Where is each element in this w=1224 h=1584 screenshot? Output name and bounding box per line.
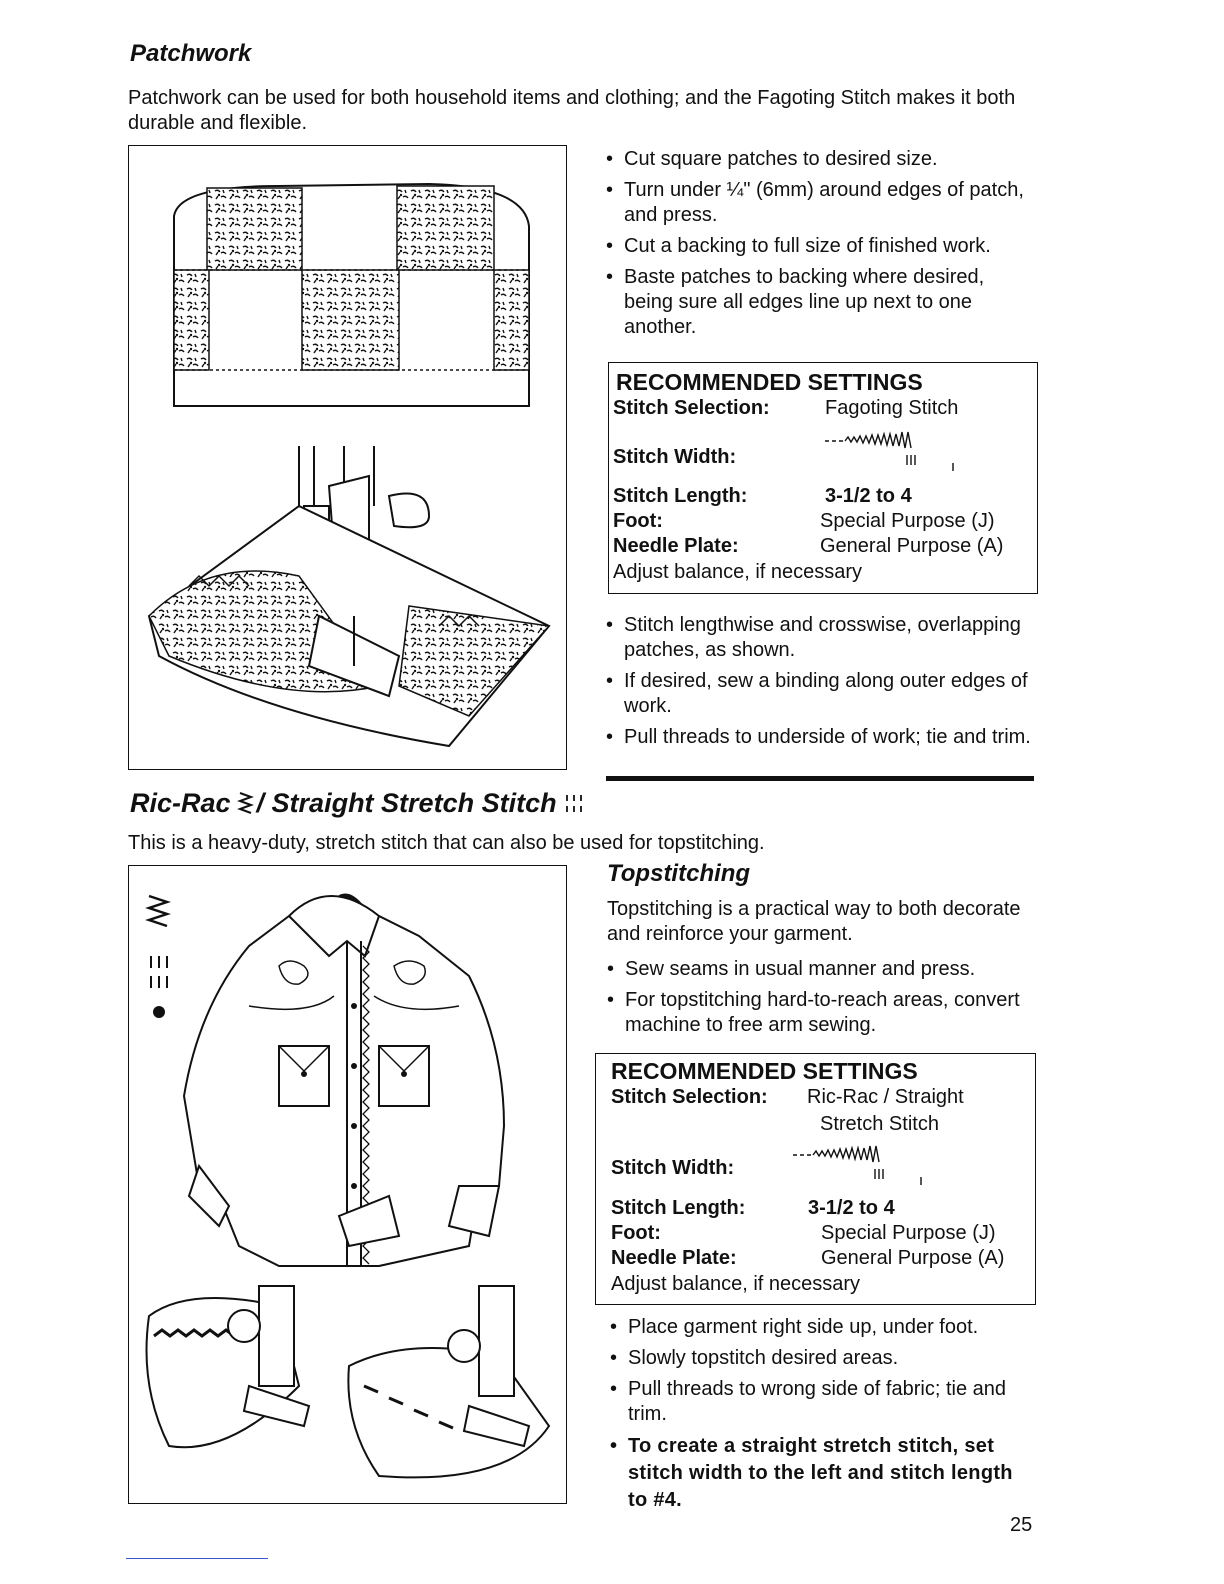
stitch-length-value: 3-1/2 to 4	[825, 485, 912, 507]
ricrac-stitch-icon	[237, 791, 255, 817]
list-item: • Slowly topstitch desired areas.	[610, 1346, 1032, 1371]
list-item: • Baste patches to backing where desired, being sure all edges line up next to one another.	[606, 265, 1034, 340]
needle-plate-value: General Purpose (A)	[821, 1247, 1005, 1269]
stitch-width-icon	[791, 1141, 941, 1191]
shirt-drawing	[129, 866, 566, 1503]
patchwork-steps-bottom	[606, 613, 1034, 756]
list-item: • For topstitching hard-to-reach areas, convert machine to free arm sewing.	[607, 988, 1035, 1038]
patchwork-drawing	[129, 146, 566, 769]
ricrac-heading	[130, 788, 585, 819]
patchwork-settings-box	[608, 362, 1038, 594]
foot-value: Special Purpose (J)	[821, 1222, 996, 1244]
stitch-width-label: Stitch Width:	[613, 446, 737, 468]
settings-title: RECOMMENDED SETTINGS	[611, 1058, 918, 1084]
topstitching-heading: Topstitching	[607, 860, 751, 887]
stitch-width-indicator	[791, 1141, 941, 1191]
stitch-selection-value: Ric-Rac / Straight	[807, 1086, 964, 1108]
ricrac-title-part2: / Straight Stretch Stitch	[256, 788, 557, 818]
stitch-length-label: Stitch Length:	[613, 485, 748, 507]
stitch-width-indicator	[823, 427, 973, 477]
stitch-width-icon	[823, 427, 973, 477]
balance-note: Adjust balance, if necessary	[611, 1273, 861, 1295]
ricrac-intro: This is a heavy-duty, stretch stitch that can also be used for topstitching.	[128, 832, 765, 854]
straight-stretch-stitch-icon	[563, 791, 585, 817]
list-item: • Cut a backing to full size of finished work.	[606, 234, 1034, 259]
stitch-selection-label: Stitch Selection:	[613, 397, 770, 419]
ricrac-steps-top	[607, 957, 1035, 1044]
patchwork-steps-top	[606, 147, 1034, 346]
balance-note: Adjust balance, if necessary	[613, 561, 863, 583]
needle-plate-label: Needle Plate:	[611, 1247, 737, 1269]
bottom-link-line	[126, 1558, 268, 1559]
list-item: • Cut square patches to desired size.	[606, 147, 1034, 172]
list-item: • Turn under ¼" (6mm) around edges of patch, and press.	[606, 178, 1034, 228]
section-divider	[606, 776, 1034, 781]
foot-value: Special Purpose (J)	[820, 510, 995, 532]
stitch-length-label: Stitch Length:	[611, 1197, 746, 1219]
needle-plate-label: Needle Plate:	[613, 535, 739, 557]
stitch-width-label: Stitch Width:	[611, 1157, 735, 1179]
ricrac-illustration	[128, 865, 567, 1504]
needle-plate-value: General Purpose (A)	[820, 535, 1004, 557]
patchwork-heading: Patchwork	[130, 40, 252, 67]
list-item: • Stitch lengthwise and crosswise, overlapping patches, as shown.	[606, 613, 1034, 663]
list-item: • Place garment right side up, under foot.	[610, 1315, 1032, 1340]
ricrac-steps-bottom	[610, 1315, 1032, 1520]
list-item: • Pull threads to wrong side of fabric; tie and trim.	[610, 1377, 1032, 1427]
list-item: • If desired, sew a binding along outer edges of work.	[606, 669, 1034, 719]
settings-title: RECOMMENDED SETTINGS	[616, 369, 923, 395]
stitch-selection-label: Stitch Selection:	[611, 1086, 768, 1108]
ricrac-settings-box	[595, 1053, 1036, 1305]
stitch-length-value: 3-1/2 to 4	[808, 1197, 895, 1219]
stitch-selection-value-line2: Stretch Stitch	[820, 1113, 939, 1135]
patchwork-illustration	[128, 145, 567, 770]
foot-label: Foot:	[611, 1222, 661, 1244]
list-item: • Pull threads to underside of work; tie and trim.	[606, 725, 1034, 750]
list-item: • Sew seams in usual manner and press.	[607, 957, 1035, 982]
list-item: • To create a straight stretch stitch, set stitch width to the left and stitch length to #4.	[610, 1433, 1032, 1514]
page-number: 25	[1010, 1514, 1033, 1536]
patchwork-intro: Patchwork can be used for both household items and clothing; and the Fagoting Stitch makes it both durable and flexible.	[128, 87, 1016, 134]
foot-label: Foot:	[613, 510, 663, 532]
stitch-selection-value: Fagoting Stitch	[825, 397, 959, 419]
ricrac-title-part1: Ric-Rac	[130, 788, 231, 818]
topstitching-intro: Topstitching is a practical way to both decorate and reinforce your garment.	[607, 898, 1021, 945]
